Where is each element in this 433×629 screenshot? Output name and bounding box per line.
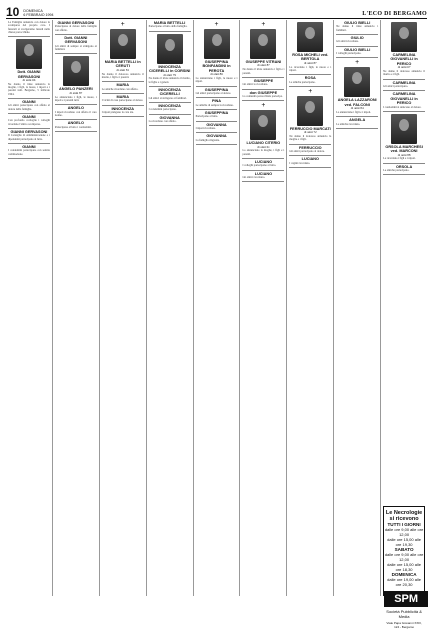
deceased-name: FERRUCCIO MARCATI (289, 126, 331, 131)
notice-text: Ne danno il triste annuncio i figli e i parenti. (242, 68, 285, 75)
obituary-notice (289, 87, 331, 145)
deceased-name: ANGELA LAZZARONI ved. FALCONI (337, 98, 377, 107)
obituary-notice (149, 103, 191, 115)
notice-text: Le amiche ricordano. (336, 122, 361, 126)
notice-text: I cugini ricordano. (289, 161, 311, 165)
notice-text: I condomini partecipano. (148, 108, 177, 112)
notice-text: La ricordano i figli, le nuore e i nipoti. (289, 65, 332, 72)
notice-text: Gli amici partecipano al dolore. (195, 92, 232, 96)
notice-text: I nipoti ricordano con affetto il caro nonno. (54, 110, 97, 117)
deceased-name: ORSOLA (395, 164, 413, 169)
notice-text: Lo annunciano i figli, le nuore e i nipoti. (195, 77, 238, 84)
obituary-notice (196, 122, 238, 134)
obituary-notice (242, 101, 284, 159)
ad-title: Le Necrologie si ricevono (385, 510, 423, 522)
notice-text: I nipoti ricordano. (195, 127, 216, 131)
deceased-name: CARMELINA GIOVANELLI in PERICO (390, 92, 418, 106)
portrait-photo (204, 29, 230, 59)
deceased-name: Dott. GIANNI GERVASONI (64, 36, 88, 45)
obituary-notice (336, 117, 378, 129)
notice-text: Gli amici lo ricordano. (242, 83, 268, 87)
column-7 (287, 20, 334, 596)
column-3 (100, 20, 147, 596)
deceased-name: GIANNI (22, 114, 36, 119)
deceased-name: ORSOLA MARCHESI ved. MARCONI (385, 144, 423, 154)
notice-text: Partecipano al lutto della famiglia. (148, 25, 188, 29)
obituary-notice (242, 78, 284, 90)
cross-icon: + (261, 20, 266, 28)
obituary-notice (196, 98, 238, 110)
obituary-notice (383, 91, 425, 112)
spm-address: Viale Papa Giovanni XXIII, 124 - Bergamo (386, 621, 422, 629)
cross-icon: + (120, 20, 125, 28)
newspaper-title: L'ECO DI BERGAMO (362, 11, 427, 17)
notice-text: I vicini di casa partecipano al dolore. (101, 99, 144, 103)
cross-icon: + (355, 58, 360, 67)
ad-line: dalle ore 15,00 alle ore 18,30 (387, 562, 421, 572)
age-line: di anni 67 (397, 65, 411, 70)
deceased-name: Dott. GIANNI GERVASONI (17, 70, 41, 79)
obituary-notice (149, 115, 191, 127)
notice-text: La ricordano i figli e i nipoti. (383, 157, 416, 161)
portrait-photo (344, 67, 370, 97)
obituary-notice (102, 106, 144, 118)
notice-text: Partecipano al lutto. (195, 115, 219, 119)
obituary-notice (149, 87, 191, 103)
column-9 (381, 20, 427, 629)
notice-text: Ne danno il doloroso annuncio il marito, i figli e i parenti. (101, 72, 144, 79)
obituary-notice (55, 120, 97, 132)
obituary-notice (8, 37, 50, 99)
obituary-notice (289, 75, 331, 87)
deceased-name: ROSA MICHELI ved. BERTOLA (292, 53, 329, 62)
portrait-photo (391, 22, 417, 52)
portrait-photo (297, 22, 323, 52)
notice-text: La ricordano con affetto. (148, 120, 177, 124)
portrait-photo (250, 29, 276, 59)
masthead (6, 4, 427, 19)
column-1 (6, 20, 53, 596)
portrait-photo (157, 34, 183, 64)
notice-text: Le amiche di sempre la ricordano. (195, 103, 234, 107)
obituary-notice (55, 54, 97, 105)
obituary-notice (149, 32, 191, 87)
obituary-notice (8, 99, 50, 114)
date-info (23, 9, 53, 17)
obituary-notice (149, 20, 191, 32)
obituary-notice (196, 87, 238, 99)
deceased-name: GIANNI (22, 144, 36, 149)
obituary-notice (289, 156, 331, 168)
obituary-notice (289, 20, 331, 75)
obituary-notice (102, 82, 144, 94)
deceased-name: GIOVANNA (159, 115, 180, 120)
deceased-name: MARIA (116, 94, 129, 99)
age-line: di anni 87 (303, 60, 317, 65)
age-line: di anni 72 (303, 130, 317, 135)
deceased-name: MARIA BETTELLI in CERUTI (104, 60, 141, 69)
notice-text: Ne danno il doloroso annuncio la moglie e i figli. (289, 135, 332, 142)
notice-text: Lo annunciano i figli, le nuore, i nipoti e i parenti tutti. (54, 95, 97, 102)
ad-line: dalle ore 19,00 alle ore 20,30 (387, 577, 421, 587)
notice-text: I condomini partecipano con sentita commozione. (8, 149, 50, 156)
notice-text: Gli amici ricordano. (242, 176, 266, 180)
portrait-photo (63, 56, 89, 86)
obituary-notice (383, 80, 425, 92)
obituary-notice (55, 35, 97, 54)
notice-text: Gli amici ricordano. (336, 40, 359, 44)
notice-text: Gli amici partecipano con affetto al dolore della famiglia. (8, 104, 50, 111)
spm-logo: SPM (384, 591, 428, 607)
deceased-name: CARMELINA (392, 80, 416, 85)
column-5 (194, 20, 241, 596)
notice-text: Ne danno il triste annuncio la moglie, i figli, le nuore, i nipoti e i parenti tutti. Bergamo, 5 febbraio 1994. (8, 82, 50, 96)
ad-line: TUTTI I GIORNI (387, 522, 421, 527)
obituary-notice (8, 144, 50, 159)
deceased-name: GIOVANNA (206, 134, 227, 139)
page-number: 10 (6, 5, 20, 19)
deceased-name: MARIA (116, 83, 129, 88)
obituary-notice (8, 129, 50, 144)
notice-text: Partecipano al lutto i condomini. (54, 125, 92, 129)
ad-line: SABATO (394, 547, 414, 552)
age-line: di anni 86 (210, 72, 223, 77)
notice-text: I colleghi partecipano. (336, 52, 362, 56)
obituary-notice (383, 20, 425, 80)
notice-text: I colleghi partecipano al lutto. (242, 164, 277, 168)
age-line: di anni 79 (163, 72, 176, 77)
portrait-photo (16, 39, 42, 69)
deceased-name: ROSA (304, 76, 316, 81)
deceased-name: INNOCENZA (158, 104, 181, 109)
cross-icon: + (214, 20, 219, 28)
obituary-notice (196, 20, 238, 87)
obituary-notice (196, 110, 238, 122)
deceased-name: INNOCENZA CICERELLI (158, 87, 181, 97)
notice-text: I condomini si uniscono al dolore. (383, 105, 422, 109)
age-line: di anni 66 (22, 78, 36, 82)
notice-text: La Famiglia annuncia con dolore la scomparsa del proprio caro. I funerali si svolgeranno lunedì nella chiesa parrocchiale. (8, 21, 50, 34)
deceased-name: GIOVANNA (206, 122, 227, 127)
necrology-hours-ad (383, 506, 425, 629)
obituary-notice (289, 145, 331, 157)
column-6 (240, 20, 287, 596)
age-line: di anni 84 (350, 106, 364, 111)
deceased-name: CARMELINA GIOVANELLI in PERICO (390, 53, 418, 66)
cross-icon: + (261, 101, 266, 110)
obituary-notice (102, 20, 144, 82)
obituary-notice (55, 105, 97, 120)
notice-text: La comunità parrocchiale partecipa. (242, 94, 283, 98)
portrait-photo (391, 114, 417, 144)
notice-text: Ne danno il triste annuncio i familiari. (336, 25, 379, 32)
deceased-name: FERRUCCIO (299, 145, 322, 150)
obituary-notice (102, 94, 144, 106)
deceased-name: GIUSEPPINA (204, 111, 229, 116)
notice-text: Gli amici partecipano. (383, 85, 409, 89)
ad-line: dalle ore 9,00 alle ore 12,00 (384, 552, 424, 562)
day: DOMENICA (23, 9, 43, 13)
obituary-notice (242, 171, 284, 183)
deceased-name: GIUSEPPE VITRANI (245, 60, 282, 64)
deceased-name: don GIUSEPPE (249, 90, 278, 95)
age-line: di anni 87 (257, 63, 270, 68)
deceased-name: LUCIANO (254, 171, 273, 176)
notice-text: Il Consiglio di Amministrazione e i dipendenti partecipano al lutto. (8, 134, 50, 141)
notice-text: Partecipano al dolore della famiglia con affetto. (54, 25, 97, 32)
age-line: di anni 61 (257, 144, 270, 149)
notice-text: Con profondo cordoglio i colleghi ricordano l'amico scomparso. (8, 119, 50, 126)
cross-icon: + (308, 86, 313, 95)
age-line: di anni 81 (116, 67, 130, 72)
notice-text: Le amiche partecipano. (383, 169, 410, 173)
deceased-name: GIANNI (22, 99, 36, 104)
column-4 (147, 20, 194, 596)
deceased-name: ANGELO (67, 121, 84, 126)
deceased-name: GIULIO (350, 36, 364, 40)
deceased-name: ANGELO (67, 106, 84, 111)
deceased-name: LUCIANO (301, 157, 319, 162)
obituary-notice (242, 159, 284, 171)
deceased-name: GIUSEPPINA (204, 87, 229, 92)
ad-line: dalle ore 9,00 alle ore 12,00 (384, 527, 424, 537)
obituary-notice (8, 114, 50, 129)
notice-text: Lo annunciano la moglie, i figli e i parenti. (242, 149, 285, 156)
ad-line: dalle ore 15,00 alle ore 19,30 (387, 537, 421, 547)
obituary-notice (336, 35, 378, 47)
deceased-name: INNOCENZA (111, 106, 135, 111)
obituary-notice (336, 47, 378, 59)
notice-text: La annunciano i figli e i nipoti. (336, 111, 371, 115)
portrait-photo (297, 96, 323, 126)
deceased-name: ANGELO PANZERI (58, 87, 93, 92)
date: 6 FEBBRAIO 1994 (23, 13, 54, 17)
obituary-columns (6, 20, 427, 629)
notice-text: Ne danno il triste annuncio il marito, le figlie e i generi. (148, 77, 191, 84)
obituary-notice (8, 20, 50, 37)
deceased-name: GIUSEPPINA BONFANDINI in PEROTA (202, 60, 231, 73)
obituary-notice (336, 20, 378, 35)
age-line: di anni 87 (69, 90, 83, 95)
deceased-name: GIANNI GERVASONI (10, 129, 48, 134)
obituary-notice (55, 20, 97, 35)
obituary-notice (383, 112, 425, 164)
notice-text: Gli amici si stringono ai familiari. (148, 96, 187, 100)
obituary-notice (196, 133, 238, 145)
deceased-name: LUCIANO CITERIO (246, 141, 281, 146)
notice-text: Gli amici di sempre si stringono ai familiari. (54, 44, 97, 52)
deceased-name: LUCIANO (254, 160, 273, 164)
deceased-name: GIULIO BIELLI (344, 21, 371, 25)
notice-text: Ne danno il doloroso annuncio il marito e i figli. (383, 70, 426, 77)
deceased-name: INNOCENZA CICERELLI in CORSINI (148, 64, 191, 74)
deceased-name: ANGELA (349, 118, 366, 123)
notice-text: La famiglia ringrazia. (195, 138, 220, 142)
obituary-notice (336, 58, 378, 117)
notice-text: Le amiche partecipano. (289, 80, 316, 84)
deceased-name: GIANNI GERVASONI (57, 21, 95, 25)
column-8 (334, 20, 381, 596)
ad-line: DOMENICA (391, 572, 417, 577)
spm-subtitle: Società Pubblicità & Media (386, 609, 422, 619)
notice-text: Le amiche ricordano con affetto. (101, 87, 139, 91)
deceased-name: MARIA BETTELLI (153, 21, 186, 25)
notice-text: Gli amici partecipano al dolore. (289, 150, 325, 154)
deceased-name: PINA (211, 99, 222, 104)
obituary-notice (383, 164, 425, 176)
age-line: di anni 88 (397, 152, 411, 157)
deceased-name: GIUSEPPE (253, 78, 274, 83)
portrait-photo (110, 29, 136, 59)
column-2 (53, 20, 100, 596)
obituary-notice (242, 20, 284, 78)
portrait-photo (250, 110, 276, 140)
notice-text: I nipoti piangono la cara zia. (101, 111, 134, 115)
deceased-name: GIULIO BIELLI (344, 47, 371, 52)
obituary-notice (242, 90, 284, 102)
